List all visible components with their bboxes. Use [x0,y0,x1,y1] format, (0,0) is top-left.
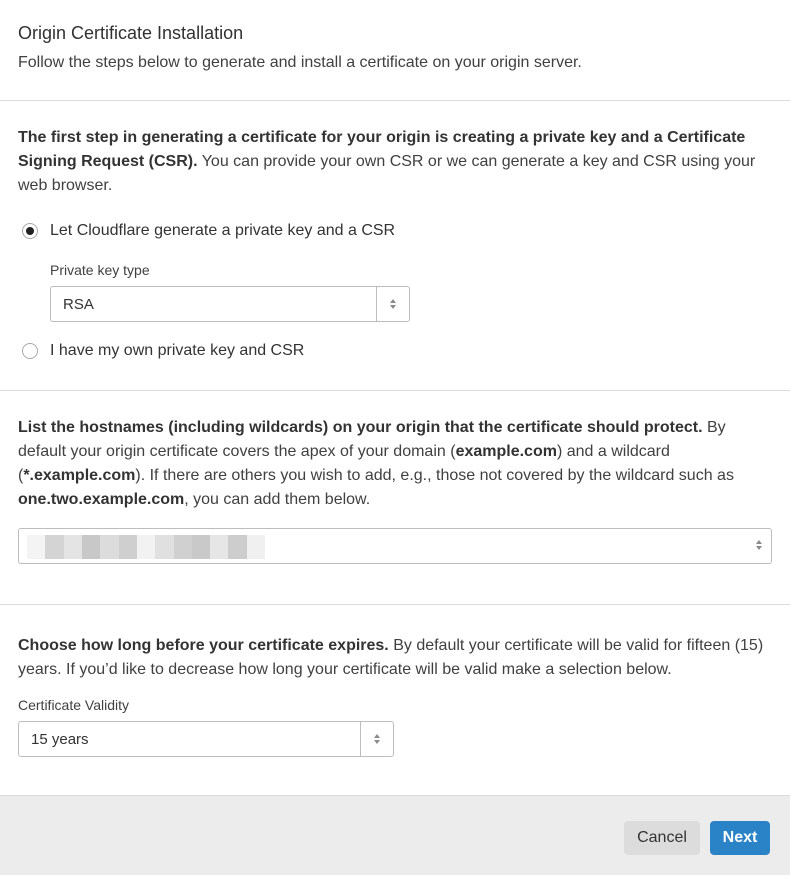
validity-intro [18,634,772,682]
hostnames-intro-bold: List the hostnames (including wildcards) on your origin that the certificate should protect. [18,419,703,436]
hostnames-text-3: ). If there are others you wish to add, e.g., those not covered by the wildcard such as [135,467,734,484]
radio-generate-button[interactable] [22,223,38,239]
page-title: Origin Certificate Installation [18,23,244,43]
page-subtitle: Follow the steps below to generate and install a certificate on your origin server. [18,54,582,71]
dialog-header [0,0,790,101]
validity-select[interactable] [18,721,394,757]
csr-intro-rest: You can provide your own CSR or we can generate a key and CSR using your web browser. [18,153,756,194]
private-key-type-select[interactable] [50,286,410,322]
hostnames-section [0,391,790,605]
redacted-hostnames [27,535,265,559]
apex-example: example.com [455,443,557,460]
select-arrows-icon [360,722,393,756]
validity-intro-rest: By default your certificate will be valid for fifteen (15) years. If you’d like to decrease how long your certificate will be valid make a selection below. [18,637,764,678]
dialog-footer [0,796,790,875]
radio-option-own[interactable] [18,340,772,362]
cancel-button[interactable]: Cancel [624,821,700,855]
hostnames-intro [18,416,772,512]
wildcard-example: *.example.com [23,467,136,484]
hostnames-arrows-icon [756,540,762,550]
other-example: one.two.example.com [18,491,185,508]
csr-section [0,101,790,391]
private-key-type-group [50,261,772,322]
csr-intro-bold: The first step in generating a certificate for your origin is creating a private key and a Certificate Signing Request (CSR). [18,129,746,170]
validity-section [0,605,790,796]
radio-own-button[interactable] [22,343,38,359]
private-key-type-label: Private key type [50,262,150,278]
next-button[interactable]: Next [710,821,770,855]
hostnames-text-2: ) and a wildcard ( [18,443,670,484]
validity-label: Certificate Validity [18,697,130,713]
hostnames-input[interactable] [18,528,772,564]
radio-option-generate[interactable] [18,220,772,242]
csr-intro [18,126,772,198]
radio-own-label: I have my own private key and CSR [50,342,305,359]
hostnames-text-1: By default your origin certificate covers the apex of your domain ( [18,419,726,460]
validity-value: 15 years [31,730,89,748]
validity-intro-bold: Choose how long before your certificate expires. [18,637,389,654]
select-arrows-icon [376,287,409,321]
hostnames-text-4: , you can add them below. [184,491,371,508]
private-key-type-value: RSA [63,295,94,313]
radio-generate-label: Let Cloudflare generate a private key and a CSR [50,222,396,239]
